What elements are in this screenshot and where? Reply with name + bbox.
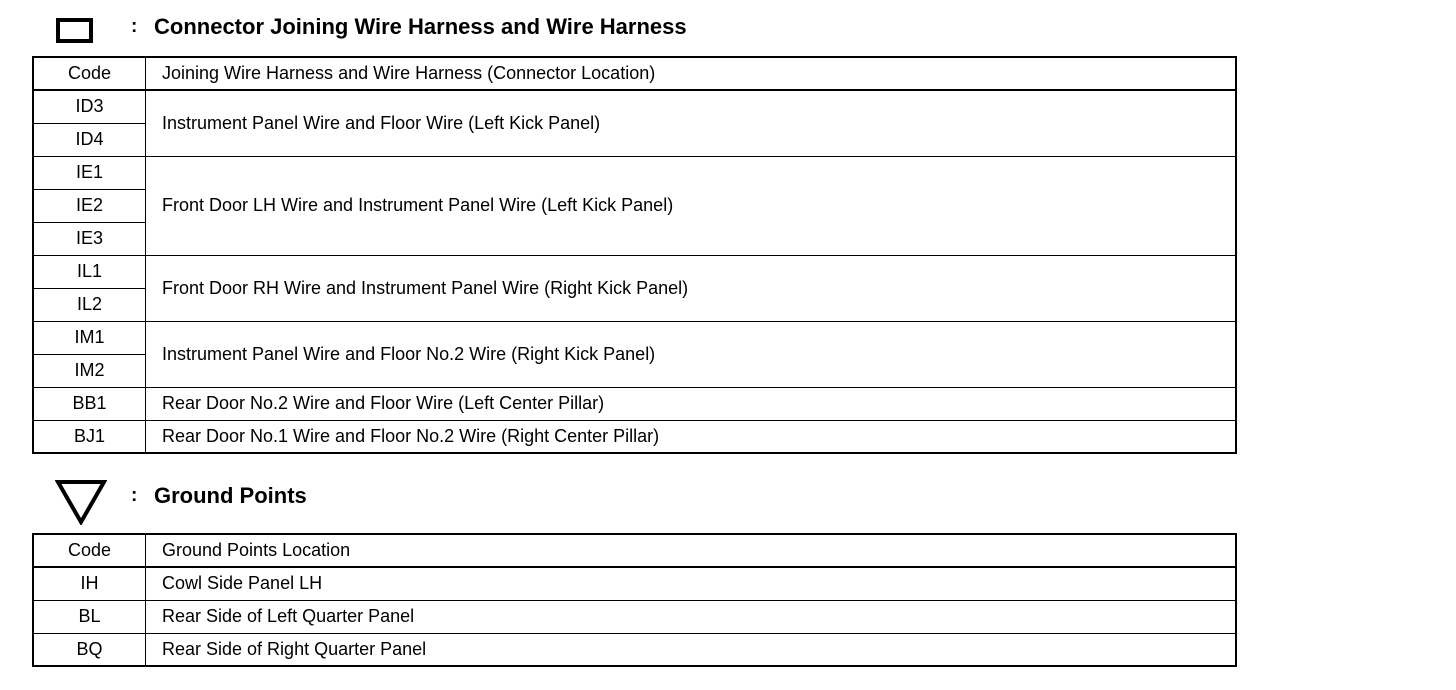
ground-table-header-row [33,534,1236,567]
connector-location-cell: Instrument Panel Wire and Floor Wire (Left Kick Panel) [146,90,1237,156]
ground-code-cell: IH [33,567,146,600]
table-row [33,387,1236,420]
ground-location-header: Ground Points Location [146,534,1237,567]
ground-table [32,533,1237,667]
ground-location-cell: Rear Side of Left Quarter Panel [146,600,1237,633]
connector-location-cell: Rear Door No.2 Wire and Floor Wire (Left Center Pillar) [146,387,1237,420]
ground-location-cell: Rear Side of Right Quarter Panel [146,633,1237,666]
connector-code-cell: ID3 [33,90,146,123]
ground-code-cell: BL [33,600,146,633]
connector-code-cell: ID4 [33,123,146,156]
table-row [33,420,1236,453]
table-row [33,600,1236,633]
connector-colon: : [131,16,138,37]
connector-code-cell: BB1 [33,387,146,420]
connector-code-cell: IL1 [33,255,146,288]
connector-code-cell: IE2 [33,189,146,222]
connector-code-cell: IE3 [33,222,146,255]
connector-code-cell: IE1 [33,156,146,189]
table-row [33,633,1236,666]
ground-colon: : [131,485,138,506]
table-row [33,321,1236,354]
connector-code-header: Code [33,57,146,90]
connector-location-cell: Front Door RH Wire and Instrument Panel Wire (Right Kick Panel) [146,255,1237,321]
connector-location-header: Joining Wire Harness and Wire Harness (Connector Location) [146,57,1237,90]
ground-code-cell: BQ [33,633,146,666]
table-row [33,90,1236,123]
ground-code-header: Code [33,534,146,567]
connector-code-cell: IL2 [33,288,146,321]
connector-code-cell: IM2 [33,354,146,387]
connector-location-cell: Instrument Panel Wire and Floor No.2 Wire (Right Kick Panel) [146,321,1237,387]
ground-triangle-icon [55,479,107,525]
connector-box-icon [56,18,93,43]
connector-code-cell: IM1 [33,321,146,354]
connector-location-cell: Rear Door No.1 Wire and Floor No.2 Wire (Right Center Pillar) [146,420,1237,453]
table-row [33,156,1236,189]
connector-table-header-row [33,57,1236,90]
connector-section-title: Connector Joining Wire Harness and Wire Harness [154,14,687,39]
ground-location-cell: Cowl Side Panel LH [146,567,1237,600]
connector-code-cell: BJ1 [33,420,146,453]
table-row [33,255,1236,288]
connector-location-cell: Front Door LH Wire and Instrument Panel Wire (Left Kick Panel) [146,156,1237,255]
connector-table [32,56,1237,454]
ground-section-title: Ground Points [154,483,307,508]
table-row [33,567,1236,600]
